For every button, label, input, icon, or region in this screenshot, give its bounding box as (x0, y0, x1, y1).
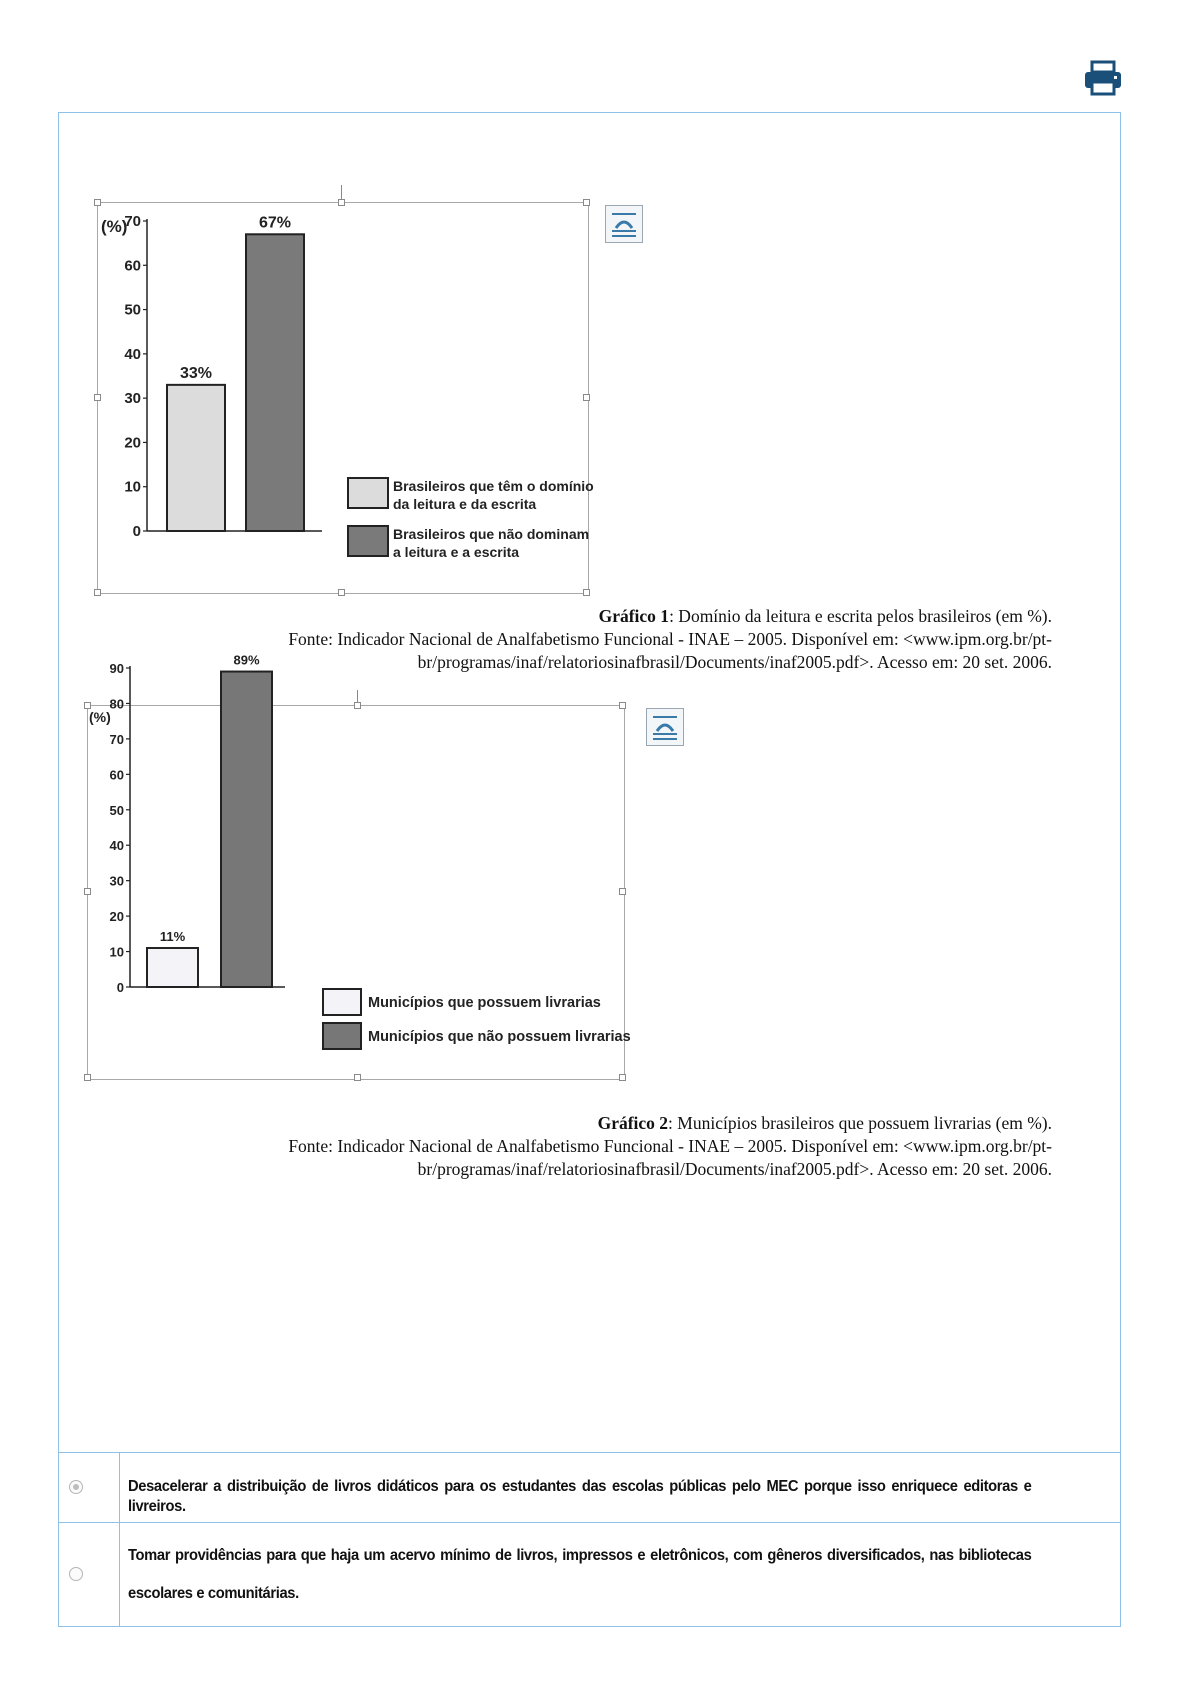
y-tick-label: 0 (116, 980, 124, 995)
y-axis-unit-label: (%) (89, 709, 111, 725)
y-tick-label: 70 (124, 213, 141, 230)
bar (221, 672, 272, 987)
chart-1-caption-title-line (288, 605, 1052, 628)
y-tick-label: 50 (124, 301, 141, 319)
legend-label-2-line2: a leitura e a escrita (393, 544, 520, 560)
rotate-handle-line (357, 690, 358, 702)
printer-icon[interactable] (1083, 60, 1123, 96)
chart-1-caption-title: Gráfico 1 (598, 606, 670, 626)
layout-options-button[interactable] (646, 708, 684, 746)
option-b-text[interactable]: Tomar providências para que haja um acervo mínimo de livros, impressos e eletrônicos, com gêneros diversificados, nas bibliotecas escolares e comunitárias. (128, 1547, 1032, 1602)
option-a-radio-selected-dot (73, 1484, 79, 1490)
chart-1-caption (288, 605, 1052, 674)
chart-2-source-line1: Fonte: Indicador Nacional de Analfabetismo Funcional - INAE – 2005. Disponível em: <www.ipm.org.br/pt- (288, 1136, 1052, 1156)
layout-options-icon (606, 206, 642, 242)
layout-options-icon (647, 709, 683, 745)
chart-1-caption-text: : Domínio da leitura e escrita pelos brasileiros (em %). (669, 606, 1052, 626)
option-a-radio[interactable] (69, 1480, 83, 1494)
options-top-divider (58, 1452, 1121, 1453)
chart-2-caption-title-line (288, 1112, 1052, 1135)
legend-swatch-2 (323, 1023, 361, 1049)
legend-swatch-2 (348, 526, 388, 556)
y-axis-unit-label: (%) (101, 217, 128, 236)
chart-1 (97, 202, 594, 592)
legend-label-2-line1: Brasileiros que não dominam (393, 526, 590, 542)
chart-2-caption-text: : Municípios brasileiros que possuem livrarias (em %). (668, 1113, 1052, 1133)
options-middle-divider (58, 1522, 1121, 1523)
bar-value-label: 89% (233, 652, 260, 668)
y-tick-label: 90 (109, 661, 124, 676)
legend-label-1: Municípios que possuem livrarias (368, 995, 601, 1011)
bar-value-label: 11% (159, 929, 186, 945)
options-column-divider (119, 1452, 120, 1627)
legend-swatch-1 (323, 989, 361, 1015)
y-tick-label: 40 (109, 838, 124, 854)
legend-swatch-1 (348, 478, 388, 508)
chart-2 (87, 652, 631, 1078)
chart-2-source-line2: br/programas/inaf/relatoriosinafbrasil/Documents/inaf2005.pdf>. Acesso em: 20 set. 2006. (417, 1159, 1052, 1179)
chart-1-source-line2: br/programas/inaf/relatoriosinafbrasil/Documents/inaf2005.pdf>. Acesso em: 20 set. 2006. (417, 652, 1052, 672)
y-tick-label: 80 (109, 696, 124, 712)
bar (167, 385, 225, 531)
bar-value-label: 67% (258, 214, 292, 232)
bar-value-label: 33% (179, 364, 213, 382)
y-tick-label: 50 (109, 802, 124, 818)
chart-2-caption-title: Gráfico 2 (597, 1113, 669, 1133)
y-tick-label: 0 (132, 523, 141, 540)
bar (246, 234, 304, 531)
rotate-handle-line (341, 185, 342, 199)
legend-label-2: Municípios que não possuem livrarias (368, 1029, 631, 1045)
option-a-text[interactable]: Desacelerar a distribuição de livros didáticos para os estudantes das escolas públicas pelo MEC porque isso enriquece editoras e livreiros. (128, 1478, 1032, 1515)
bar (147, 948, 198, 987)
y-tick-label: 20 (109, 909, 124, 925)
y-tick-label: 60 (124, 257, 141, 275)
option-b-radio[interactable] (69, 1567, 83, 1581)
y-tick-label: 10 (124, 478, 141, 496)
y-tick-label: 20 (124, 434, 141, 452)
legend-label-1-line2: da leitura e da escrita (393, 496, 537, 512)
y-tick-label: 60 (109, 767, 124, 783)
legend-label-1-line1: Brasileiros que têm o domínio (393, 478, 594, 494)
y-tick-label: 30 (124, 390, 141, 408)
y-tick-label: 40 (124, 345, 141, 363)
y-tick-label: 30 (109, 873, 124, 889)
chart-2-caption (288, 1112, 1052, 1181)
y-tick-label: 10 (109, 944, 124, 960)
layout-options-button[interactable] (605, 205, 643, 243)
y-tick-label: 70 (109, 731, 124, 747)
chart-1-source-line1: Fonte: Indicador Nacional de Analfabetismo Funcional - INAE – 2005. Disponível em: <www.ipm.org.br/pt- (288, 629, 1052, 649)
